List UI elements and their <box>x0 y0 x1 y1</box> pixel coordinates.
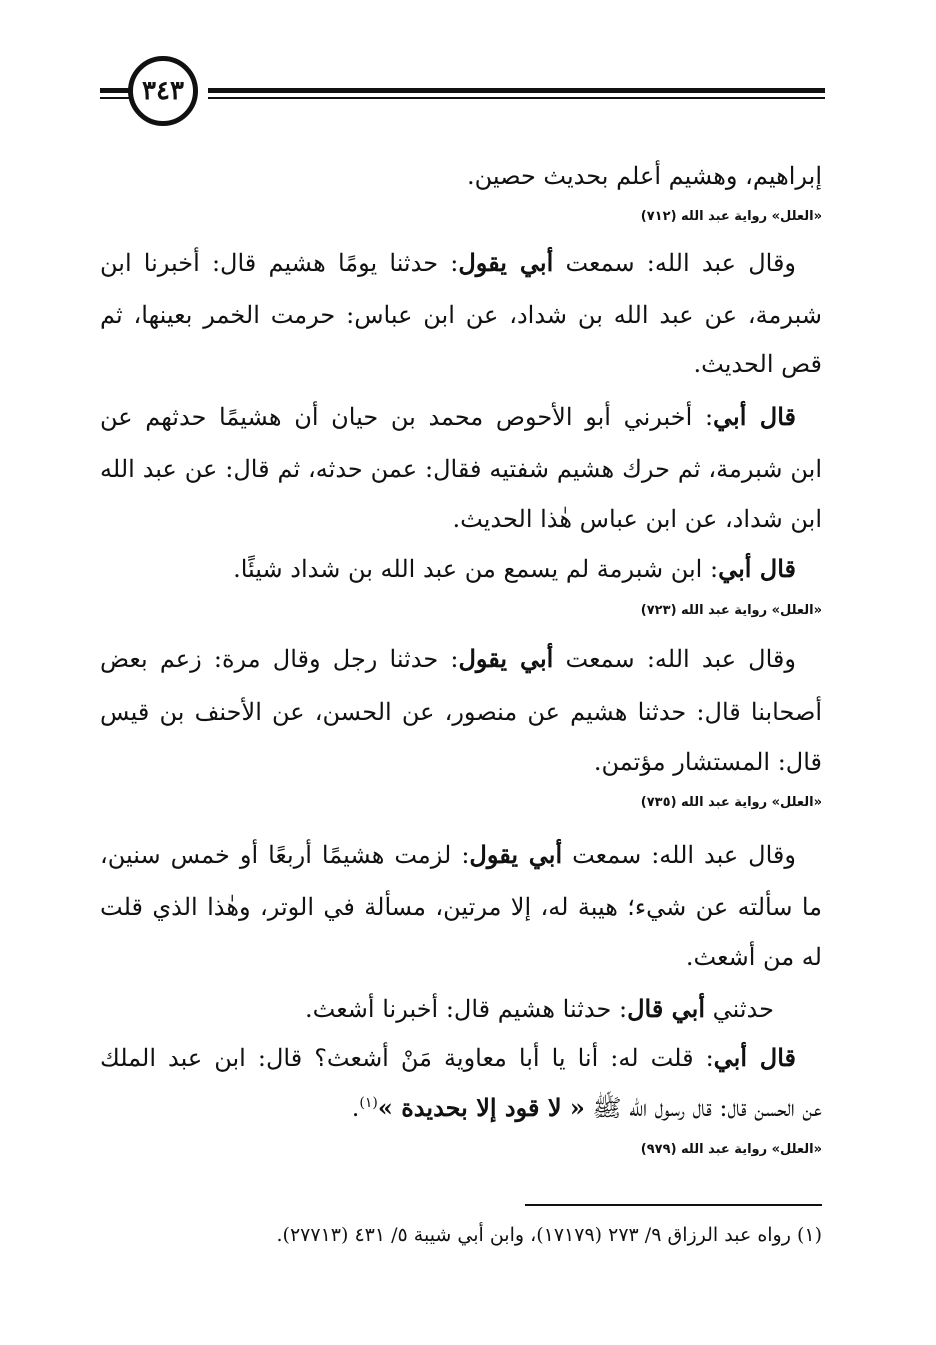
text-line <box>100 248 797 277</box>
bold-segment: أبي يقول <box>469 840 563 869</box>
source-reference: «العلل» رواية عبد الله (٧٣٥) <box>640 795 822 810</box>
line-segment: : حدثنا هشيم قال: أخبرنا أشعث. <box>305 995 628 1023</box>
line-segment: وقال عبد الله: سمعت <box>553 645 796 673</box>
line-segment: : لزمت هشيمًا أربعًا أو خمس سنين، <box>100 841 470 869</box>
header-rule-right-thick <box>208 88 825 93</box>
bold-segment: أبي يقول <box>458 644 554 673</box>
line-segment: حدثني <box>705 995 774 1023</box>
page-number: ٣٤٣ <box>142 76 184 106</box>
bold-segment: أبي قال <box>627 994 705 1023</box>
line-segment: : أخبرني أبو الأحوص محمد بن حيان أن هشيمًا حدثهم عن <box>100 403 714 431</box>
text-line: قال: المستشار مؤتمن. <box>593 748 822 776</box>
line-segment: وقال عبد الله: سمعت <box>553 249 797 277</box>
text-line: ما سألته عن شيء؛ هيبة له، إلا مرتين، مسألة في الوتر، وهٰذا الذي قلت <box>100 893 822 921</box>
text-line: ابن شبرمة، ثم حرك هشيم شفتيه فقال: عمن حدثه، ثم قال: عن عبد الله <box>100 455 822 483</box>
line-segment: : قلت له: أنا يا أبا معاوية مَنْ أشعث؟ قال: ابن عبد الملك <box>100 1044 714 1072</box>
header-rule-right-thin <box>208 97 825 99</box>
line-segment: . <box>351 1094 360 1122</box>
text-line: قص الحديث. <box>693 350 822 378</box>
line-segment: وقال عبد الله: سمعت <box>562 841 796 869</box>
text-line <box>100 644 796 673</box>
bold-segment: قال أبي <box>718 554 796 583</box>
text-line <box>233 554 796 583</box>
text-line <box>100 1043 796 1072</box>
text-line: شبرمة، عن عبد الله بن شداد، عن ابن عباس: حرمت الخمر بعينها، ثم <box>100 301 822 329</box>
bold-segment: قال أبي <box>713 402 796 431</box>
footnote: (١) رواه عبد الرزاق ٩/ ٢٧٣ (١٧١٧٩)، وابن أبي شيبة ٥/ ٤٣١ (٢٧٧١٣). <box>276 1224 822 1246</box>
line-segment: عن الحسن قال: قال رسول الله ﷺ <box>584 1094 822 1122</box>
text-line: إبراهيم، وهشيم أعلم بحديث حصين. <box>467 162 822 190</box>
text-line: ابن شداد، عن ابن عباس هٰذا الحديث. <box>452 505 822 533</box>
hadith-quote: « لا قود إلا بحديدة » <box>377 1093 585 1122</box>
bold-segment: قال أبي <box>713 1043 796 1072</box>
footnote-marker: (١) <box>359 1095 378 1111</box>
line-segment: : ابن شبرمة لم يسمع من عبد الله بن شداد شيئًا. <box>233 555 719 583</box>
text-line <box>351 1093 822 1122</box>
text-line: له من أشعث. <box>685 943 822 971</box>
source-reference: «العلل» رواية عبد الله (٧١٢) <box>640 209 822 224</box>
footnote-separator <box>525 1204 822 1206</box>
text-line <box>100 402 796 431</box>
page-number-circle <box>128 56 198 126</box>
source-reference: «العلل» رواية عبد الله (٩٧٩) <box>640 1142 822 1157</box>
line-segment: : حدثنا يومًا هشيم قال: أخبرنا ابن <box>100 249 459 277</box>
line-segment: : حدثنا رجل وقال مرة: زعم بعض <box>100 645 459 673</box>
text-line <box>100 840 796 869</box>
text-line: أصحابنا قال: حدثنا هشيم عن منصور، عن الحسن، عن الأحنف بن قيس <box>100 698 822 726</box>
bold-segment: أبي يقول <box>458 248 554 277</box>
text-line <box>305 994 774 1023</box>
source-reference: «العلل» رواية عبد الله (٧٢٣) <box>640 603 822 618</box>
